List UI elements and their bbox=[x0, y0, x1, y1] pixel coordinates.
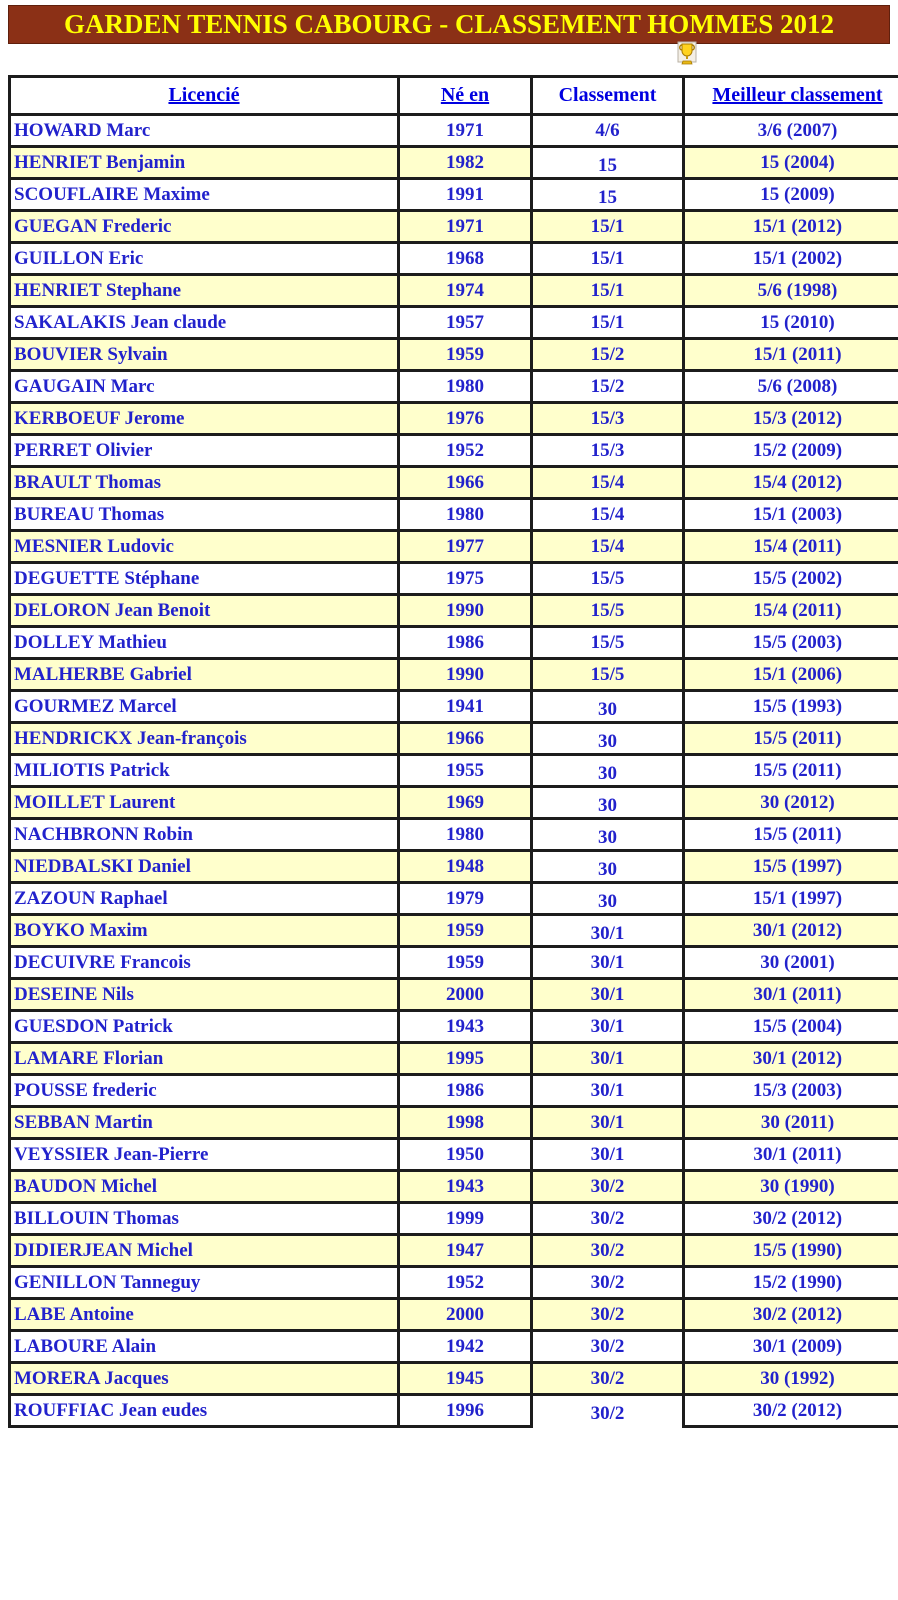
cell-classement: 30 bbox=[532, 883, 684, 915]
cell-meilleur: 15/4 (2011) bbox=[684, 531, 898, 563]
table-row bbox=[10, 403, 898, 435]
cell-ne-en: 1969 bbox=[399, 787, 532, 819]
cell-licencie: BILLOUIN Thomas bbox=[10, 1203, 399, 1235]
cell-meilleur: 15/5 (2002) bbox=[684, 563, 898, 595]
cell-meilleur: 15/2 (2009) bbox=[684, 435, 898, 467]
table-row bbox=[10, 467, 898, 499]
cell-meilleur: 15/5 (2011) bbox=[684, 755, 898, 787]
cell-classement: 15 bbox=[532, 147, 684, 179]
cell-ne-en: 2000 bbox=[399, 979, 532, 1011]
cell-meilleur: 15/4 (2012) bbox=[684, 467, 898, 499]
cell-licencie: SCOUFLAIRE Maxime bbox=[10, 179, 399, 211]
cell-meilleur: 15/5 (2011) bbox=[684, 819, 898, 851]
cell-meilleur: 5/6 (1998) bbox=[684, 275, 898, 307]
cell-licencie: DESEINE Nils bbox=[10, 979, 399, 1011]
table-row bbox=[10, 1299, 898, 1331]
cell-licencie: GAUGAIN Marc bbox=[10, 371, 399, 403]
header-row bbox=[10, 77, 898, 115]
cell-ne-en: 1952 bbox=[399, 1267, 532, 1299]
table-row bbox=[10, 1267, 898, 1299]
cell-licencie: GUESDON Patrick bbox=[10, 1011, 399, 1043]
cell-ne-en: 1990 bbox=[399, 595, 532, 627]
column-header-meilleur-classement[interactable]: Meilleur classement bbox=[684, 77, 898, 115]
cell-licencie: GUEGAN Frederic bbox=[10, 211, 399, 243]
cell-licencie: HOWARD Marc bbox=[10, 115, 399, 147]
table-row bbox=[10, 659, 898, 691]
cell-meilleur: 15/5 (2004) bbox=[684, 1011, 898, 1043]
table-row bbox=[10, 563, 898, 595]
cell-meilleur: 15/3 (2012) bbox=[684, 403, 898, 435]
cell-meilleur: 30 (2011) bbox=[684, 1107, 898, 1139]
cell-classement: 15/3 bbox=[532, 403, 684, 435]
table-row bbox=[10, 691, 898, 723]
cell-classement: 30/1 bbox=[532, 947, 684, 979]
cell-classement: 15/5 bbox=[532, 563, 684, 595]
table-row bbox=[10, 275, 898, 307]
table-row bbox=[10, 627, 898, 659]
cell-classement: 15/2 bbox=[532, 339, 684, 371]
table-row bbox=[10, 499, 898, 531]
table-row bbox=[10, 307, 898, 339]
cell-licencie: SEBBAN Martin bbox=[10, 1107, 399, 1139]
cell-ne-en: 1950 bbox=[399, 1139, 532, 1171]
cell-meilleur: 30/1 (2011) bbox=[684, 979, 898, 1011]
cell-ne-en: 1980 bbox=[399, 819, 532, 851]
cell-licencie: DOLLEY Mathieu bbox=[10, 627, 399, 659]
cell-licencie: ROUFFIAC Jean eudes bbox=[10, 1395, 399, 1427]
cell-classement: 15/5 bbox=[532, 627, 684, 659]
cell-classement: 30/2 bbox=[532, 1171, 684, 1203]
cell-classement: 4/6 bbox=[532, 115, 684, 147]
cell-ne-en: 1982 bbox=[399, 147, 532, 179]
table-row bbox=[10, 531, 898, 563]
cell-licencie: NIEDBALSKI Daniel bbox=[10, 851, 399, 883]
cell-classement: 30 bbox=[532, 723, 684, 755]
cell-meilleur: 30 (2012) bbox=[684, 787, 898, 819]
table-row bbox=[10, 1043, 898, 1075]
cell-ne-en: 1942 bbox=[399, 1331, 532, 1363]
cell-meilleur: 30 (1990) bbox=[684, 1171, 898, 1203]
table-row bbox=[10, 435, 898, 467]
cell-classement: 30/2 bbox=[532, 1235, 684, 1267]
cell-ne-en: 1955 bbox=[399, 755, 532, 787]
cell-meilleur: 15/5 (1993) bbox=[684, 691, 898, 723]
table-row bbox=[10, 211, 898, 243]
ranking-table bbox=[8, 75, 898, 1428]
cell-classement: 15/5 bbox=[532, 595, 684, 627]
cell-classement: 15/2 bbox=[532, 371, 684, 403]
table-row bbox=[10, 1203, 898, 1235]
cell-ne-en: 1971 bbox=[399, 115, 532, 147]
cell-licencie: DECUIVRE Francois bbox=[10, 947, 399, 979]
table-row bbox=[10, 371, 898, 403]
table-row bbox=[10, 115, 898, 147]
cell-classement: 30/1 bbox=[532, 1043, 684, 1075]
table-row bbox=[10, 755, 898, 787]
cell-meilleur: 15/1 (2012) bbox=[684, 211, 898, 243]
table-row bbox=[10, 723, 898, 755]
cell-ne-en: 1980 bbox=[399, 499, 532, 531]
cell-ne-en: 1999 bbox=[399, 1203, 532, 1235]
cell-licencie: LABE Antoine bbox=[10, 1299, 399, 1331]
cell-ne-en: 1977 bbox=[399, 531, 532, 563]
column-header-ne-en[interactable]: Né en bbox=[399, 77, 532, 115]
table-row bbox=[10, 1331, 898, 1363]
cell-meilleur: 15/1 (2006) bbox=[684, 659, 898, 691]
table-row bbox=[10, 883, 898, 915]
cell-meilleur: 30/1 (2012) bbox=[684, 1043, 898, 1075]
cell-ne-en: 1979 bbox=[399, 883, 532, 915]
cell-licencie: MOILLET Laurent bbox=[10, 787, 399, 819]
cell-meilleur: 15/4 (2011) bbox=[684, 595, 898, 627]
cell-classement: 15/5 bbox=[532, 659, 684, 691]
cell-licencie: HENRIET Stephane bbox=[10, 275, 399, 307]
cell-meilleur: 15/5 (2003) bbox=[684, 627, 898, 659]
cell-ne-en: 1968 bbox=[399, 243, 532, 275]
cell-ne-en: 1990 bbox=[399, 659, 532, 691]
cell-licencie: BAUDON Michel bbox=[10, 1171, 399, 1203]
cell-classement: 30/1 bbox=[532, 1107, 684, 1139]
column-header-classement: Classement bbox=[532, 77, 684, 115]
cell-ne-en: 1996 bbox=[399, 1395, 532, 1427]
table-row bbox=[10, 915, 898, 947]
cell-licencie: NACHBRONN Robin bbox=[10, 819, 399, 851]
cell-ne-en: 1975 bbox=[399, 563, 532, 595]
cell-classement: 30/2 bbox=[532, 1363, 684, 1395]
table-row bbox=[10, 1235, 898, 1267]
cell-ne-en: 1948 bbox=[399, 851, 532, 883]
cell-ne-en: 1976 bbox=[399, 403, 532, 435]
cell-meilleur: 15/1 (2011) bbox=[684, 339, 898, 371]
cell-meilleur: 30/2 (2012) bbox=[684, 1299, 898, 1331]
cell-classement: 30 bbox=[532, 691, 684, 723]
cell-ne-en: 2000 bbox=[399, 1299, 532, 1331]
cell-licencie: DEGUETTE Stéphane bbox=[10, 563, 399, 595]
table-row bbox=[10, 243, 898, 275]
cell-classement: 15/1 bbox=[532, 243, 684, 275]
cell-classement: 30/1 bbox=[532, 1075, 684, 1107]
table-row bbox=[10, 1139, 898, 1171]
cell-licencie: MALHERBE Gabriel bbox=[10, 659, 399, 691]
cell-licencie: LAMARE Florian bbox=[10, 1043, 399, 1075]
cell-ne-en: 1945 bbox=[399, 1363, 532, 1395]
cell-licencie: VEYSSIER Jean-Pierre bbox=[10, 1139, 399, 1171]
cell-licencie: ZAZOUN Raphael bbox=[10, 883, 399, 915]
cell-licencie: BOUVIER Sylvain bbox=[10, 339, 399, 371]
cell-meilleur: 15/1 (2002) bbox=[684, 243, 898, 275]
table-row bbox=[10, 1171, 898, 1203]
cell-classement: 30/2 bbox=[532, 1203, 684, 1235]
table-row bbox=[10, 851, 898, 883]
cell-meilleur: 15 (2010) bbox=[684, 307, 898, 339]
cell-classement: 30/2 bbox=[532, 1331, 684, 1363]
cell-ne-en: 1943 bbox=[399, 1011, 532, 1043]
cell-classement: 30/1 bbox=[532, 1011, 684, 1043]
table-row bbox=[10, 1363, 898, 1395]
cell-ne-en: 1941 bbox=[399, 691, 532, 723]
table-row bbox=[10, 1395, 898, 1427]
cell-classement: 15 bbox=[532, 179, 684, 211]
cell-classement: 15/1 bbox=[532, 211, 684, 243]
cell-licencie: MORERA Jacques bbox=[10, 1363, 399, 1395]
cell-meilleur: 15/5 (1990) bbox=[684, 1235, 898, 1267]
cell-ne-en: 1966 bbox=[399, 723, 532, 755]
cell-licencie: POUSSE frederic bbox=[10, 1075, 399, 1107]
cell-ne-en: 1957 bbox=[399, 307, 532, 339]
table-row bbox=[10, 179, 898, 211]
cell-licencie: KERBOEUF Jerome bbox=[10, 403, 399, 435]
cell-licencie: SAKALAKIS Jean claude bbox=[10, 307, 399, 339]
cell-meilleur: 30/2 (2012) bbox=[684, 1395, 898, 1427]
cell-licencie: GUILLON Eric bbox=[10, 243, 399, 275]
cell-classement: 30/1 bbox=[532, 915, 684, 947]
cell-ne-en: 1998 bbox=[399, 1107, 532, 1139]
cell-licencie: MESNIER Ludovic bbox=[10, 531, 399, 563]
cell-classement: 30/1 bbox=[532, 1139, 684, 1171]
cell-ne-en: 1959 bbox=[399, 947, 532, 979]
cell-ne-en: 1995 bbox=[399, 1043, 532, 1075]
cell-licencie: BUREAU Thomas bbox=[10, 499, 399, 531]
cell-meilleur: 15/1 (2003) bbox=[684, 499, 898, 531]
cell-meilleur: 15 (2009) bbox=[684, 179, 898, 211]
cell-ne-en: 1959 bbox=[399, 339, 532, 371]
cell-meilleur: 15/5 (2011) bbox=[684, 723, 898, 755]
table-row bbox=[10, 979, 898, 1011]
cell-classement: 15/3 bbox=[532, 435, 684, 467]
cell-ne-en: 1959 bbox=[399, 915, 532, 947]
cell-ne-en: 1971 bbox=[399, 211, 532, 243]
ranking-table-body bbox=[10, 115, 898, 1427]
page-title: GARDEN TENNIS CABOURG - CLASSEMENT HOMMES 2012 bbox=[63, 9, 835, 39]
cell-classement: 30 bbox=[532, 787, 684, 819]
cell-ne-en: 1943 bbox=[399, 1171, 532, 1203]
cell-meilleur: 30/1 (2012) bbox=[684, 915, 898, 947]
table-row bbox=[10, 787, 898, 819]
cell-ne-en: 1966 bbox=[399, 467, 532, 499]
cell-classement: 30/1 bbox=[532, 979, 684, 1011]
trophy-icon bbox=[676, 41, 698, 67]
cell-licencie: HENRIET Benjamin bbox=[10, 147, 399, 179]
cell-licencie: GENILLON Tanneguy bbox=[10, 1267, 399, 1299]
ranking-table-head bbox=[10, 77, 898, 115]
cell-licencie: HENDRICKX Jean-françois bbox=[10, 723, 399, 755]
cell-licencie: BOYKO Maxim bbox=[10, 915, 399, 947]
cell-licencie: DIDIERJEAN Michel bbox=[10, 1235, 399, 1267]
table-row bbox=[10, 947, 898, 979]
cell-meilleur: 30 (2001) bbox=[684, 947, 898, 979]
cell-classement: 15/4 bbox=[532, 531, 684, 563]
cell-licencie: DELORON Jean Benoit bbox=[10, 595, 399, 627]
cell-licencie: BRAULT Thomas bbox=[10, 467, 399, 499]
table-row bbox=[10, 1075, 898, 1107]
cell-classement: 15/4 bbox=[532, 467, 684, 499]
cell-classement: 30/2 bbox=[532, 1395, 684, 1427]
cell-ne-en: 1986 bbox=[399, 627, 532, 659]
cell-ne-en: 1991 bbox=[399, 179, 532, 211]
cell-licencie: PERRET Olivier bbox=[10, 435, 399, 467]
column-header-licencie[interactable]: Licencié bbox=[10, 77, 399, 115]
cell-ne-en: 1952 bbox=[399, 435, 532, 467]
cell-classement: 30 bbox=[532, 819, 684, 851]
table-row bbox=[10, 1107, 898, 1139]
cell-classement: 30/2 bbox=[532, 1267, 684, 1299]
cell-licencie: GOURMEZ Marcel bbox=[10, 691, 399, 723]
cell-meilleur: 15 (2004) bbox=[684, 147, 898, 179]
cell-classement: 15/4 bbox=[532, 499, 684, 531]
cell-meilleur: 5/6 (2008) bbox=[684, 371, 898, 403]
cell-ne-en: 1947 bbox=[399, 1235, 532, 1267]
cell-ne-en: 1986 bbox=[399, 1075, 532, 1107]
title-bar bbox=[8, 5, 890, 44]
cell-classement: 15/1 bbox=[532, 275, 684, 307]
table-row bbox=[10, 339, 898, 371]
cell-meilleur: 15/3 (2003) bbox=[684, 1075, 898, 1107]
cell-ne-en: 1980 bbox=[399, 371, 532, 403]
cell-meilleur: 30 (1992) bbox=[684, 1363, 898, 1395]
table-row bbox=[10, 819, 898, 851]
cell-meilleur: 15/1 (1997) bbox=[684, 883, 898, 915]
cell-classement: 30 bbox=[532, 851, 684, 883]
cell-meilleur: 30/1 (2009) bbox=[684, 1331, 898, 1363]
table-row bbox=[10, 1011, 898, 1043]
cell-meilleur: 15/5 (1997) bbox=[684, 851, 898, 883]
cell-classement: 30/2 bbox=[532, 1299, 684, 1331]
cell-licencie: MILIOTIS Patrick bbox=[10, 755, 399, 787]
cell-meilleur: 15/2 (1990) bbox=[684, 1267, 898, 1299]
cell-licencie: LABOURE Alain bbox=[10, 1331, 399, 1363]
cell-meilleur: 3/6 (2007) bbox=[684, 115, 898, 147]
table-row bbox=[10, 147, 898, 179]
cell-classement: 15/1 bbox=[532, 307, 684, 339]
cell-meilleur: 30/2 (2012) bbox=[684, 1203, 898, 1235]
table-row bbox=[10, 595, 898, 627]
cell-classement: 30 bbox=[532, 755, 684, 787]
cell-meilleur: 30/1 (2011) bbox=[684, 1139, 898, 1171]
cell-ne-en: 1974 bbox=[399, 275, 532, 307]
